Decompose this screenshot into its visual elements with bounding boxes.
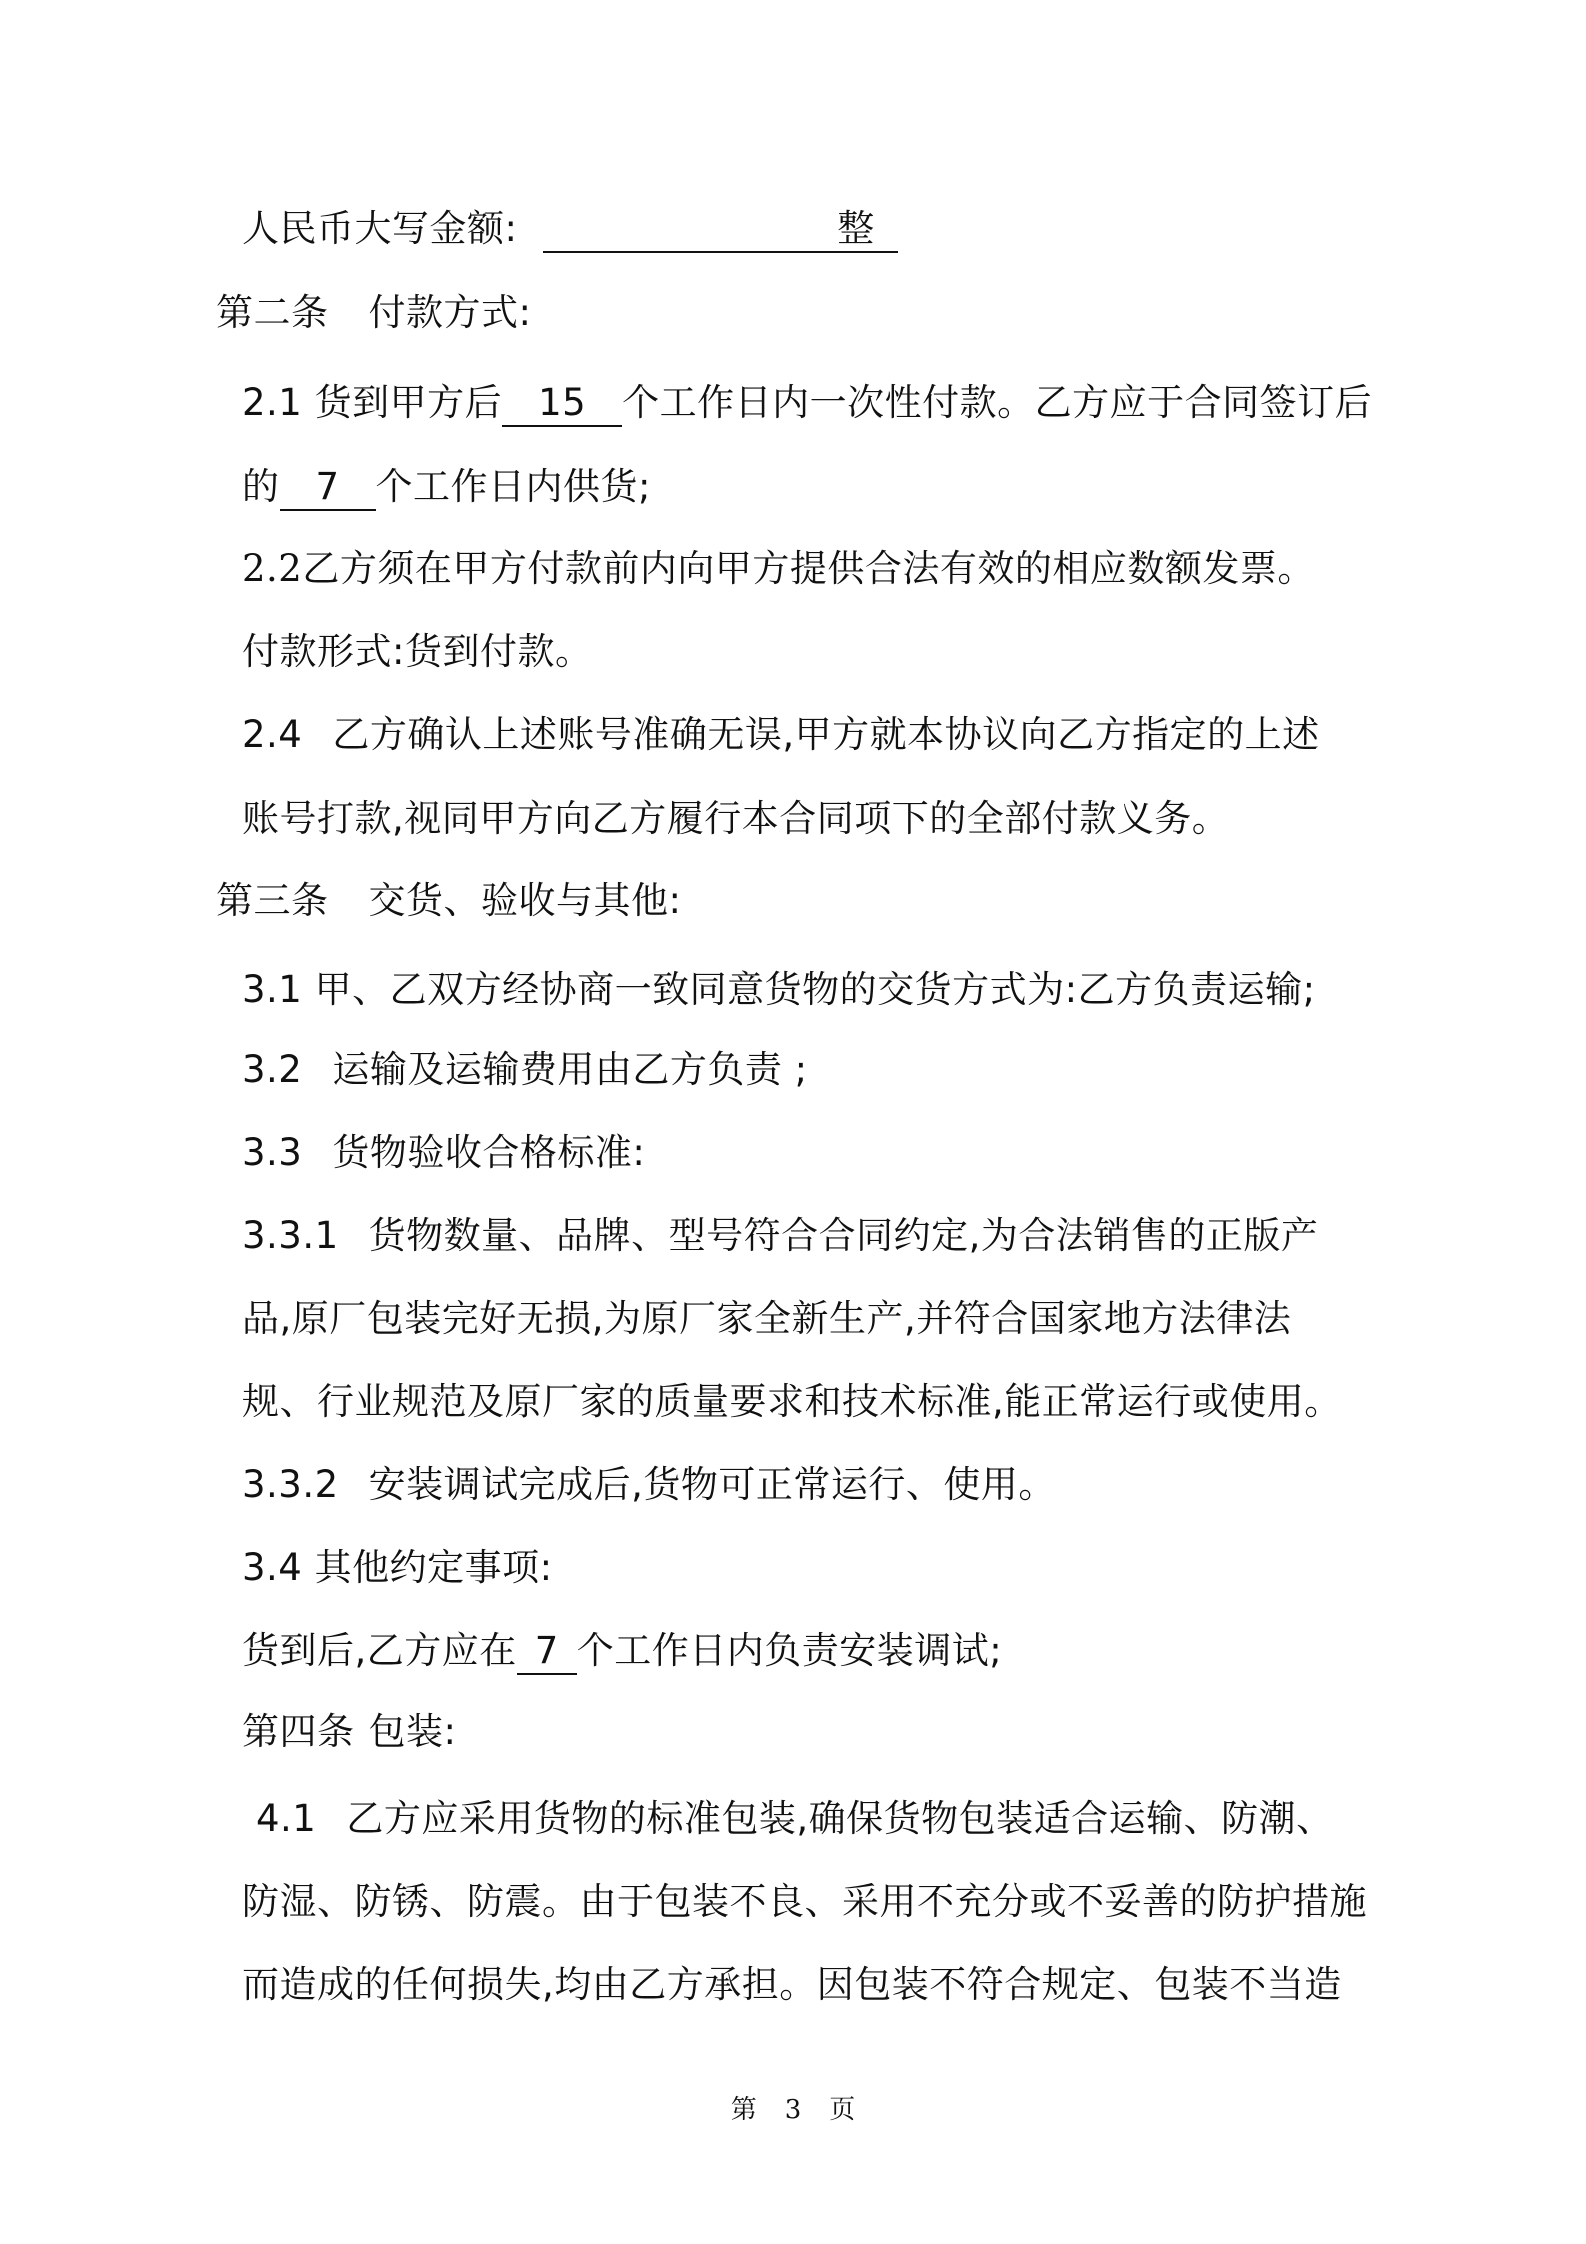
article-2-number: 第二条 [216, 291, 329, 334]
clause-3-3-1-line3: 规、行业规范及原厂家的质量要求和技术标准,能正常运行或使用。 [242, 1380, 1342, 1423]
clause-4-1-line3: 而造成的任何损失,均由乙方承担。因包装不符合规定、包装不当造 [242, 1963, 1342, 2006]
clause-3-3 [242, 1129, 645, 1177]
clause-3-2 [242, 1046, 808, 1094]
clause-2-1-line2-prefix: 的 [242, 465, 280, 508]
clause-2-1-line2 [242, 463, 651, 511]
clause-4-1-line2: 防湿、防锈、防震。由于包装不良、采用不充分或不妥善的防护措施 [242, 1880, 1367, 1923]
article-4-number: 第四条 [242, 1710, 355, 1753]
clause-3-3-text: 货物验收合格标准: [332, 1131, 646, 1174]
installation-prefix: 货到后,乙方应在 [242, 1629, 517, 1672]
clause-4-1-line1 [256, 1795, 1334, 1843]
clause-4-1-text: 乙方应采用货物的标准包装,确保货物包装适合运输、防潮、 [346, 1797, 1334, 1840]
article-4-title: 包装: [368, 1710, 457, 1753]
clause-2-1-prefix: 2.1 货到甲方后 [242, 381, 503, 424]
rmb-amount-label: 人民币大写金额: [242, 207, 518, 250]
article-4-heading [242, 1708, 456, 1756]
article-2-heading [216, 289, 531, 337]
clause-3-3-2 [242, 1461, 1056, 1509]
installation-suffix: 个工作日内负责安装调试; [576, 1629, 1003, 1672]
clause-3-2-number: 3.2 [242, 1048, 303, 1091]
clause-2-4-line1 [242, 711, 1320, 759]
rmb-amount-line [242, 205, 898, 253]
clause-3-3-2-text: 安装调试完成后,货物可正常运行、使用。 [368, 1463, 1056, 1506]
installation-days-blank: 7 [517, 1629, 577, 1675]
page-footer [0, 2090, 1586, 2130]
article-2-title: 付款方式: [368, 291, 532, 334]
article-3-title: 交货、验收与其他: [368, 879, 682, 922]
clause-3-2-text: 运输及运输费用由乙方负责 ; [332, 1048, 808, 1091]
clause-3-3-1-line2: 品,原厂包装完好无损,为原厂家全新生产,并符合国家地方法律法 [242, 1297, 1292, 1340]
clause-2-2-number: 2.2 [242, 547, 303, 590]
clause-2-4-text: 乙方确认上述账号准确无误,甲方就本协议向乙方指定的上述 [332, 713, 1320, 756]
payment-days-blank: 15 [502, 381, 622, 427]
installation-line [242, 1627, 1002, 1675]
clause-2-4-line2: 账号打款,视同甲方向乙方履行本合同项下的全部付款义务。 [242, 797, 1230, 840]
article-3-heading [216, 877, 681, 925]
page-footer-suffix: 页 [829, 2095, 856, 2125]
clause-2-4-number: 2.4 [242, 713, 303, 756]
article-3-number: 第三条 [216, 879, 329, 922]
page-number: 3 [784, 2095, 802, 2125]
clause-3-4: 3.4 其他约定事项: [242, 1546, 553, 1589]
clause-2-2-text: 乙方须在甲方付款前内向甲方提供合法有效的相应数额发票。 [302, 547, 1315, 590]
clause-2-1-line2-suffix: 个工作日内供货; [375, 465, 651, 508]
clause-3-1: 3.1 甲、乙双方经协商一致同意货物的交货方式为:乙方负责运输; [242, 968, 1316, 1011]
clause-3-3-1-text: 货物数量、品牌、型号符合合同约定,为合法销售的正版产 [368, 1214, 1319, 1257]
rmb-amount-blank [543, 207, 898, 253]
clause-3-3-1-line1 [242, 1212, 1318, 1260]
rmb-amount-suffix: 整 [837, 207, 875, 250]
clause-3-3-1-number: 3.3.1 [242, 1214, 339, 1257]
page-footer-prefix: 第 [730, 2095, 757, 2125]
clause-2-1-suffix: 个工作日内一次性付款。乙方应于合同签订后 [622, 381, 1373, 424]
clause-4-1-number: 4.1 [256, 1797, 317, 1840]
clause-2-1-line1 [242, 379, 1372, 427]
clause-3-3-number: 3.3 [242, 1131, 303, 1174]
clause-2-2 [242, 545, 1315, 593]
payment-form: 付款形式:货到付款。 [242, 630, 593, 673]
clause-3-3-2-number: 3.3.2 [242, 1463, 339, 1506]
supply-days-blank: 7 [280, 465, 376, 511]
